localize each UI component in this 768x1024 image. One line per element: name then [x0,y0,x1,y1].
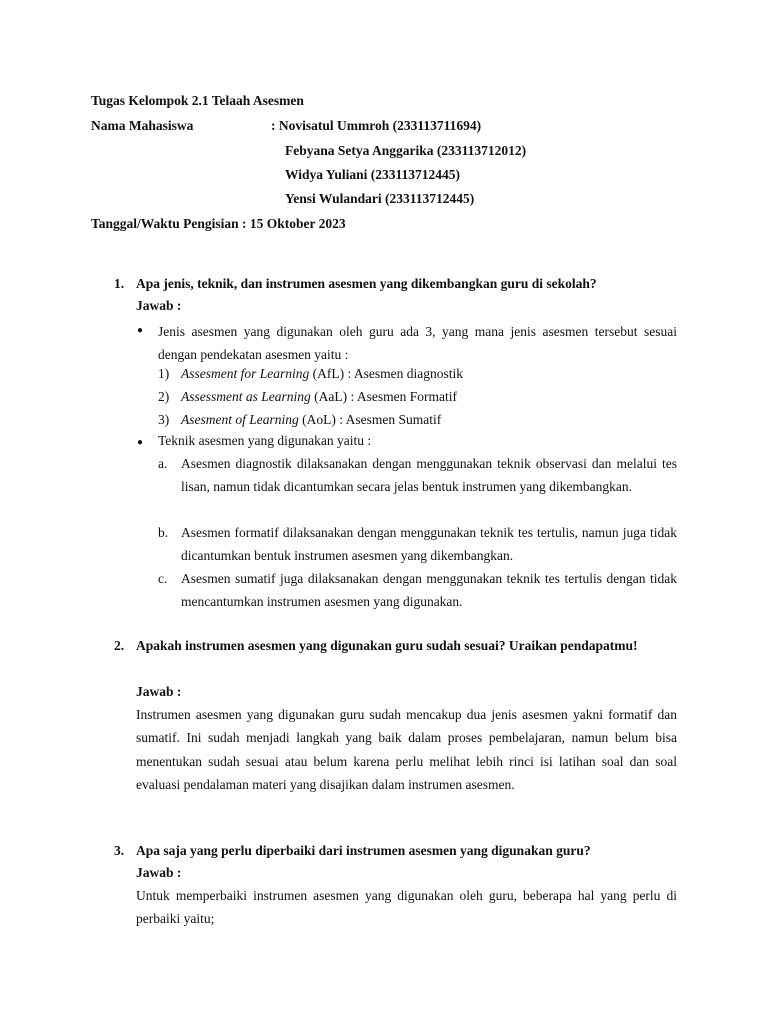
type-2-number: 2) [158,389,170,404]
q1-bullet-types: Jenis asesmen yang digunakan oleh guru ada 3, yang mana jenis asesmen tersebut sesuai dengan pendekatan asesmen yaitu : [158,324,677,363]
question-1-number: 1. [114,276,125,291]
type-3-number: 3) [158,412,170,427]
question-3-answer: Untuk memperbaiki instrumen asesmen yang digunakan oleh guru, beberapa hal yang perlu di perbaiki yaitu; [136,888,677,927]
technique-b-text: Asesmen formatif dilaksanakan dengan menggunakan teknik tes tertulis, namun juga tidak dicantumkan bentuk instrumen asesmen yang dikembangkan. [181,525,677,564]
question-3-text: Apa saja yang perlu diperbaiki dari instrumen asesmen yang digunakan guru? [136,843,591,858]
fill-date: Tanggal/Waktu Pengisian : 15 Oktober 2023 [91,216,346,231]
type-2-text: Assessment as Learning (AaL) : Asesmen Formatif [181,389,457,404]
document-title: Tugas Kelompok 2.1 Telaah Asesmen [91,93,304,108]
type-1-number: 1) [158,366,170,381]
bullet-icon: ● [137,325,144,336]
question-2-answer: Instrumen asesmen yang digunakan guru sudah mencakup dua jenis asesmen yakni formatif dan sumatif. Ini sudah menjadi langkah yang baik dalam proses pembelajaran, namun belum bisa menentukan sudah sesuai atau belum karena perlu melihat lebih rinci isi latihan soal dan soal evaluasi pendalaman materi yang disajikan dalam instrumen asesmen. [136,707,677,793]
question-3-number: 3. [114,843,125,858]
technique-a-letter: a. [158,456,168,471]
student-name-4: Yensi Wulandari (233113712445) [285,191,475,206]
student-name-3: Widya Yuliani (233113712445) [285,167,461,182]
question-2-number: 2. [114,638,125,653]
question-1-text: Apa jenis, teknik, dan instrumen asesmen yang dikembangkan guru di sekolah? [136,276,597,291]
student-name-1: : Novisatul Ummroh (233113711694) [271,118,482,133]
type-3-text: Asesment of Learning (AoL) : Asesmen Sumatif [181,412,442,427]
student-name-label: Nama Mahasiswa [91,118,194,133]
technique-c-letter: c. [158,571,168,586]
type-1-text: Assesment for Learning (AfL) : Asesmen diagnostik [181,366,463,381]
q1-bullet-techniques: Teknik asesmen yang digunakan yaitu : [158,433,372,448]
student-name-2: Febyana Setya Anggarika (233113712012) [285,143,527,158]
question-1-answer-label: Jawab : [136,298,182,313]
technique-c-text: Asesmen sumatif juga dilaksanakan dengan menggunakan teknik tes tertulis dengan tidak mencantumkan instrumen asesmen yang digunakan. [181,571,677,610]
technique-b-letter: b. [158,525,169,540]
question-2-text: Apakah instrumen asesmen yang digunakan guru sudah sesuai? Uraikan pendapatmu! [136,638,638,653]
question-3-answer-label: Jawab : [136,865,182,880]
bullet-icon: ● [137,437,144,448]
question-2-answer-label: Jawab : [136,684,182,699]
technique-a-text: Asesmen diagnostik dilaksanakan dengan menggunakan teknik observasi dan melalui tes lisan, namun tidak dicantumkan secara jelas bentuk instrumen yang dikembangkan. [181,456,677,495]
